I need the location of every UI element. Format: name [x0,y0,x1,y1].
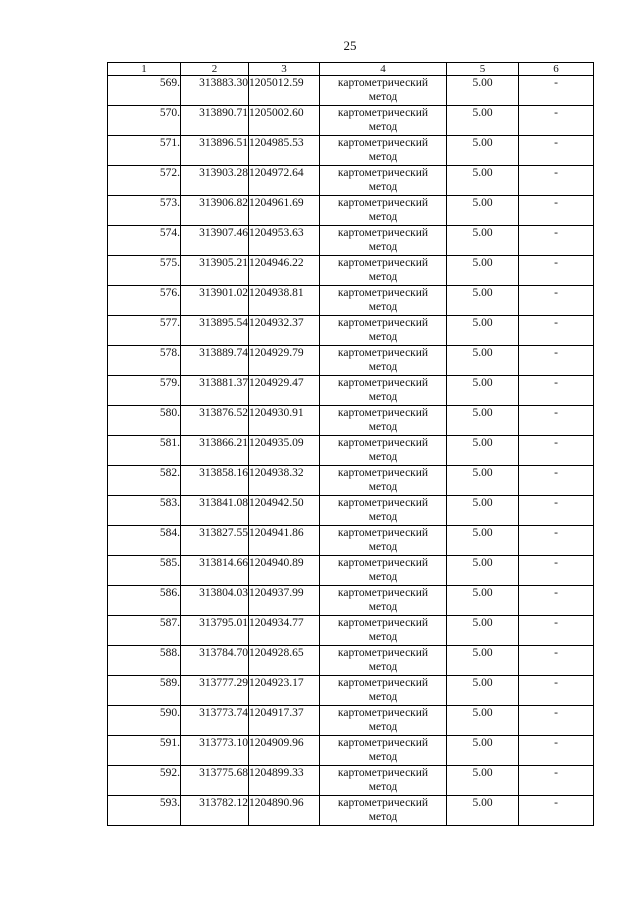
method-cell [320,736,447,766]
method-line-2: метод [368,751,398,763]
table-row [108,286,594,316]
method-line-2: метод [368,511,398,523]
x-coordinate-cell: 313903.28 [181,166,249,196]
accuracy-cell: 5.00 [447,376,519,406]
note-cell: - [519,526,594,556]
accuracy-cell: 5.00 [447,76,519,106]
table-row [108,106,594,136]
method-line-1: картометрический [337,557,429,569]
method-cell [320,766,447,796]
accuracy-cell: 5.00 [447,256,519,286]
point-number-cell: 592. [108,766,181,796]
method-cell [320,796,447,826]
y-coordinate-cell: 1205002.60 [249,106,320,136]
method-line-1: картометрический [337,407,429,419]
point-number-cell: 576. [108,286,181,316]
point-number-cell: 589. [108,676,181,706]
note-cell: - [519,106,594,136]
accuracy-cell: 5.00 [447,706,519,736]
method-line-1: картометрический [337,647,429,659]
accuracy-cell: 5.00 [447,526,519,556]
point-number-cell: 583. [108,496,181,526]
method-cell [320,676,447,706]
table-header-row [108,63,594,76]
method-line-2: метод [368,451,398,463]
method-cell [320,436,447,466]
y-coordinate-cell: 1204935.09 [249,436,320,466]
x-coordinate-cell: 313782.12 [181,796,249,826]
note-cell: - [519,646,594,676]
table-row [108,136,594,166]
accuracy-cell: 5.00 [447,496,519,526]
method-cell [320,286,447,316]
method-cell [320,526,447,556]
accuracy-cell: 5.00 [447,346,519,376]
method-line-1: картометрический [337,197,429,209]
method-cell [320,166,447,196]
x-coordinate-cell: 313881.37 [181,376,249,406]
method-line-1: картометрический [337,257,429,269]
y-coordinate-cell: 1204940.89 [249,556,320,586]
accuracy-cell: 5.00 [447,646,519,676]
y-coordinate-cell: 1204899.33 [249,766,320,796]
y-coordinate-cell: 1204938.81 [249,286,320,316]
table-row [108,676,594,706]
accuracy-cell: 5.00 [447,556,519,586]
method-cell [320,466,447,496]
table-row [108,616,594,646]
method-cell [320,106,447,136]
point-number-cell: 584. [108,526,181,556]
point-number-cell: 582. [108,466,181,496]
method-line-2: метод [368,271,398,283]
note-cell: - [519,616,594,646]
note-cell: - [519,706,594,736]
y-coordinate-cell: 1204929.79 [249,346,320,376]
table-row [108,646,594,676]
column-header: 6 [519,63,594,76]
x-coordinate-cell: 313775.68 [181,766,249,796]
method-line-2: метод [368,691,398,703]
x-coordinate-cell: 313901.02 [181,286,249,316]
point-number-cell: 588. [108,646,181,676]
note-cell: - [519,436,594,466]
method-line-2: метод [368,601,398,613]
accuracy-cell: 5.00 [447,736,519,766]
y-coordinate-cell: 1204942.50 [249,496,320,526]
y-coordinate-cell: 1204946.22 [249,256,320,286]
table-row [108,196,594,226]
method-cell [320,406,447,436]
table-row [108,346,594,376]
x-coordinate-cell: 313795.01 [181,616,249,646]
method-cell [320,376,447,406]
accuracy-cell: 5.00 [447,286,519,316]
accuracy-cell: 5.00 [447,796,519,826]
method-line-2: метод [368,121,398,133]
method-line-1: картометрический [337,707,429,719]
accuracy-cell: 5.00 [447,616,519,646]
method-line-1: картометрический [337,797,429,809]
point-number-cell: 587. [108,616,181,646]
note-cell: - [519,766,594,796]
point-number-cell: 579. [108,376,181,406]
method-line-1: картометрический [337,527,429,539]
method-line-1: картометрический [337,497,429,509]
coordinates-table [107,62,594,826]
method-line-1: картометрический [337,467,429,479]
method-line-2: метод [368,571,398,583]
x-coordinate-cell: 313883.30 [181,76,249,106]
note-cell: - [519,556,594,586]
method-cell [320,586,447,616]
method-line-1: картометрический [337,377,429,389]
point-number-cell: 570. [108,106,181,136]
method-line-2: метод [368,301,398,313]
x-coordinate-cell: 313907.46 [181,226,249,256]
accuracy-cell: 5.00 [447,466,519,496]
method-line-1: картометрический [337,77,429,89]
point-number-cell: 586. [108,586,181,616]
y-coordinate-cell: 1205012.59 [249,76,320,106]
page-number: 25 [343,38,357,53]
method-line-1: картометрический [337,587,429,599]
y-coordinate-cell: 1204953.63 [249,226,320,256]
method-line-2: метод [368,661,398,673]
point-number-cell: 578. [108,346,181,376]
accuracy-cell: 5.00 [447,586,519,616]
point-number-cell: 591. [108,736,181,766]
point-number-cell: 580. [108,406,181,436]
accuracy-cell: 5.00 [447,406,519,436]
y-coordinate-cell: 1204934.77 [249,616,320,646]
method-line-2: метод [368,721,398,733]
method-line-1: картометрический [337,167,429,179]
x-coordinate-cell: 313841.08 [181,496,249,526]
table-row [108,226,594,256]
table-row [108,586,594,616]
method-cell [320,256,447,286]
method-line-1: картометрический [337,737,429,749]
method-cell [320,706,447,736]
method-line-1: картометрический [337,287,429,299]
table-row [108,556,594,586]
method-line-2: метод [368,421,398,433]
x-coordinate-cell: 313890.71 [181,106,249,136]
method-cell [320,346,447,376]
table-row [108,376,594,406]
table-row [108,736,594,766]
note-cell: - [519,406,594,436]
x-coordinate-cell: 313773.10 [181,736,249,766]
method-line-1: картометрический [337,767,429,779]
y-coordinate-cell: 1204938.32 [249,466,320,496]
method-line-1: картометрический [337,677,429,689]
x-coordinate-cell: 313777.29 [181,676,249,706]
method-line-2: метод [368,241,398,253]
method-line-2: метод [368,331,398,343]
x-coordinate-cell: 313784.70 [181,646,249,676]
note-cell: - [519,226,594,256]
method-line-2: метод [368,541,398,553]
table-row [108,766,594,796]
method-line-1: картометрический [337,107,429,119]
accuracy-cell: 5.00 [447,136,519,166]
note-cell: - [519,256,594,286]
y-coordinate-cell: 1204929.47 [249,376,320,406]
note-cell: - [519,346,594,376]
note-cell: - [519,136,594,166]
table-row [108,166,594,196]
point-number-cell: 575. [108,256,181,286]
accuracy-cell: 5.00 [447,226,519,256]
point-number-cell: 572. [108,166,181,196]
y-coordinate-cell: 1204928.65 [249,646,320,676]
method-line-2: метод [368,811,398,823]
y-coordinate-cell: 1204941.86 [249,526,320,556]
y-coordinate-cell: 1204930.91 [249,406,320,436]
point-number-cell: 590. [108,706,181,736]
column-header: 3 [249,63,320,76]
y-coordinate-cell: 1204937.99 [249,586,320,616]
note-cell: - [519,586,594,616]
x-coordinate-cell: 313827.55 [181,526,249,556]
method-line-2: метод [368,181,398,193]
method-cell [320,496,447,526]
table-row [108,436,594,466]
note-cell: - [519,796,594,826]
accuracy-cell: 5.00 [447,196,519,226]
point-number-cell: 585. [108,556,181,586]
point-number-cell: 577. [108,316,181,346]
accuracy-cell: 5.00 [447,766,519,796]
y-coordinate-cell: 1204917.37 [249,706,320,736]
table-row [108,316,594,346]
column-header: 4 [320,63,447,76]
point-number-cell: 593. [108,796,181,826]
point-number-cell: 573. [108,196,181,226]
table-row [108,406,594,436]
accuracy-cell: 5.00 [447,436,519,466]
x-coordinate-cell: 313889.74 [181,346,249,376]
method-line-1: картометрический [337,347,429,359]
table-row [108,256,594,286]
method-line-2: метод [368,391,398,403]
point-number-cell: 571. [108,136,181,166]
method-line-2: метод [368,781,398,793]
x-coordinate-cell: 313866.21 [181,436,249,466]
x-coordinate-cell: 313905.21 [181,256,249,286]
column-header: 1 [108,63,181,76]
method-line-2: метод [368,151,398,163]
y-coordinate-cell: 1204923.17 [249,676,320,706]
table-row [108,796,594,826]
note-cell: - [519,316,594,346]
point-number-cell: 574. [108,226,181,256]
method-cell [320,196,447,226]
y-coordinate-cell: 1204985.53 [249,136,320,166]
point-number-cell: 569. [108,76,181,106]
y-coordinate-cell: 1204961.69 [249,196,320,226]
method-line-2: метод [368,361,398,373]
method-cell [320,556,447,586]
table-row [108,526,594,556]
method-line-2: метод [368,211,398,223]
note-cell: - [519,166,594,196]
accuracy-cell: 5.00 [447,676,519,706]
note-cell: - [519,376,594,406]
x-coordinate-cell: 313858.16 [181,466,249,496]
x-coordinate-cell: 313773.74 [181,706,249,736]
y-coordinate-cell: 1204932.37 [249,316,320,346]
x-coordinate-cell: 313906.82 [181,196,249,226]
table-row [108,466,594,496]
note-cell: - [519,736,594,766]
accuracy-cell: 5.00 [447,106,519,136]
x-coordinate-cell: 313876.52 [181,406,249,436]
method-cell [320,136,447,166]
note-cell: - [519,196,594,226]
method-line-2: метод [368,481,398,493]
note-cell: - [519,676,594,706]
method-line-1: картометрический [337,137,429,149]
x-coordinate-cell: 313895.54 [181,316,249,346]
method-cell [320,616,447,646]
note-cell: - [519,76,594,106]
table-row [108,496,594,526]
method-line-1: картометрический [337,617,429,629]
y-coordinate-cell: 1204890.96 [249,796,320,826]
method-cell [320,76,447,106]
method-line-1: картометрический [337,317,429,329]
method-line-2: метод [368,91,398,103]
y-coordinate-cell: 1204909.96 [249,736,320,766]
table-row [108,76,594,106]
method-line-1: картометрический [337,227,429,239]
accuracy-cell: 5.00 [447,166,519,196]
note-cell: - [519,496,594,526]
method-cell [320,646,447,676]
method-line-2: метод [368,631,398,643]
accuracy-cell: 5.00 [447,316,519,346]
column-header: 2 [181,63,249,76]
x-coordinate-cell: 313804.03 [181,586,249,616]
point-number-cell: 581. [108,436,181,466]
table-row [108,706,594,736]
method-cell [320,316,447,346]
note-cell: - [519,286,594,316]
method-line-1: картометрический [337,437,429,449]
y-coordinate-cell: 1204972.64 [249,166,320,196]
method-cell [320,226,447,256]
note-cell: - [519,466,594,496]
x-coordinate-cell: 313814.66 [181,556,249,586]
column-header: 5 [447,63,519,76]
x-coordinate-cell: 313896.51 [181,136,249,166]
